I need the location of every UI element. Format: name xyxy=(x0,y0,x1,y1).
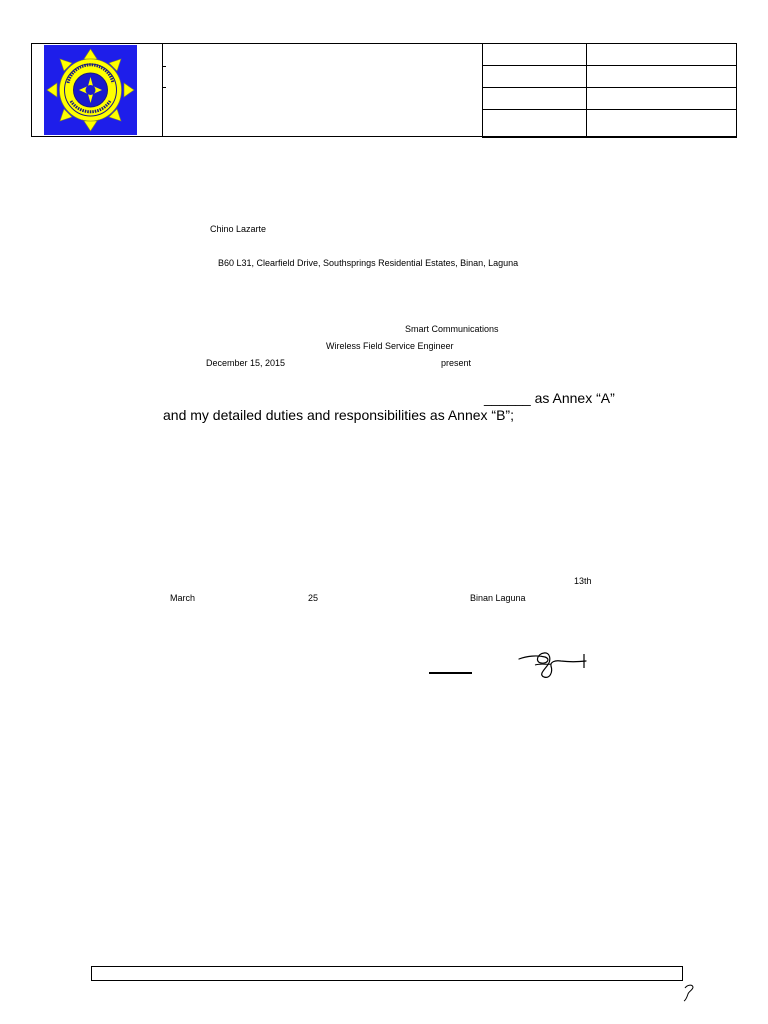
applicant-address: B60 L31, Clearfield Drive, Southsprings Residential Estates, Binan, Laguna xyxy=(218,258,519,268)
signing-month: March xyxy=(170,593,196,603)
meta-row xyxy=(483,44,737,66)
applicant-name: Chino Lazarte xyxy=(210,224,267,234)
employment-position: Wireless Field Service Engineer xyxy=(326,341,454,351)
signing-place: Binan Laguna xyxy=(470,593,526,603)
meta-row xyxy=(483,110,737,138)
meta-value-cell xyxy=(587,110,737,138)
meta-label-cell xyxy=(483,44,587,66)
signing-day: 13th xyxy=(574,576,592,586)
document-meta-table xyxy=(482,43,737,138)
annex-a-line: ______ as Annex “A” xyxy=(484,390,615,406)
annex-b-line: and my detailed duties and responsibilities as Annex “B”; xyxy=(163,407,514,423)
meta-label-cell xyxy=(483,110,587,138)
meta-value-cell xyxy=(587,66,737,88)
meta-value-cell xyxy=(587,88,737,110)
meta-label-cell xyxy=(483,66,587,88)
signature-line xyxy=(429,672,472,674)
initial-mark xyxy=(681,982,695,1002)
meta-label-cell xyxy=(483,88,587,110)
department-seal-logo xyxy=(44,45,137,135)
footer-box xyxy=(91,966,683,981)
meta-row xyxy=(483,88,737,110)
signing-year: 25 xyxy=(308,593,319,603)
header-rule-mark-1 xyxy=(162,66,166,67)
meta-row xyxy=(483,66,737,88)
employment-end-date: present xyxy=(441,358,472,368)
employment-start-date: December 15, 2015 xyxy=(206,358,286,368)
header-rule-mark-2 xyxy=(162,87,166,88)
employer-company: Smart Communications xyxy=(405,324,499,334)
handwritten-signature xyxy=(517,650,589,680)
meta-value-cell xyxy=(587,44,737,66)
seal-center xyxy=(86,85,96,95)
